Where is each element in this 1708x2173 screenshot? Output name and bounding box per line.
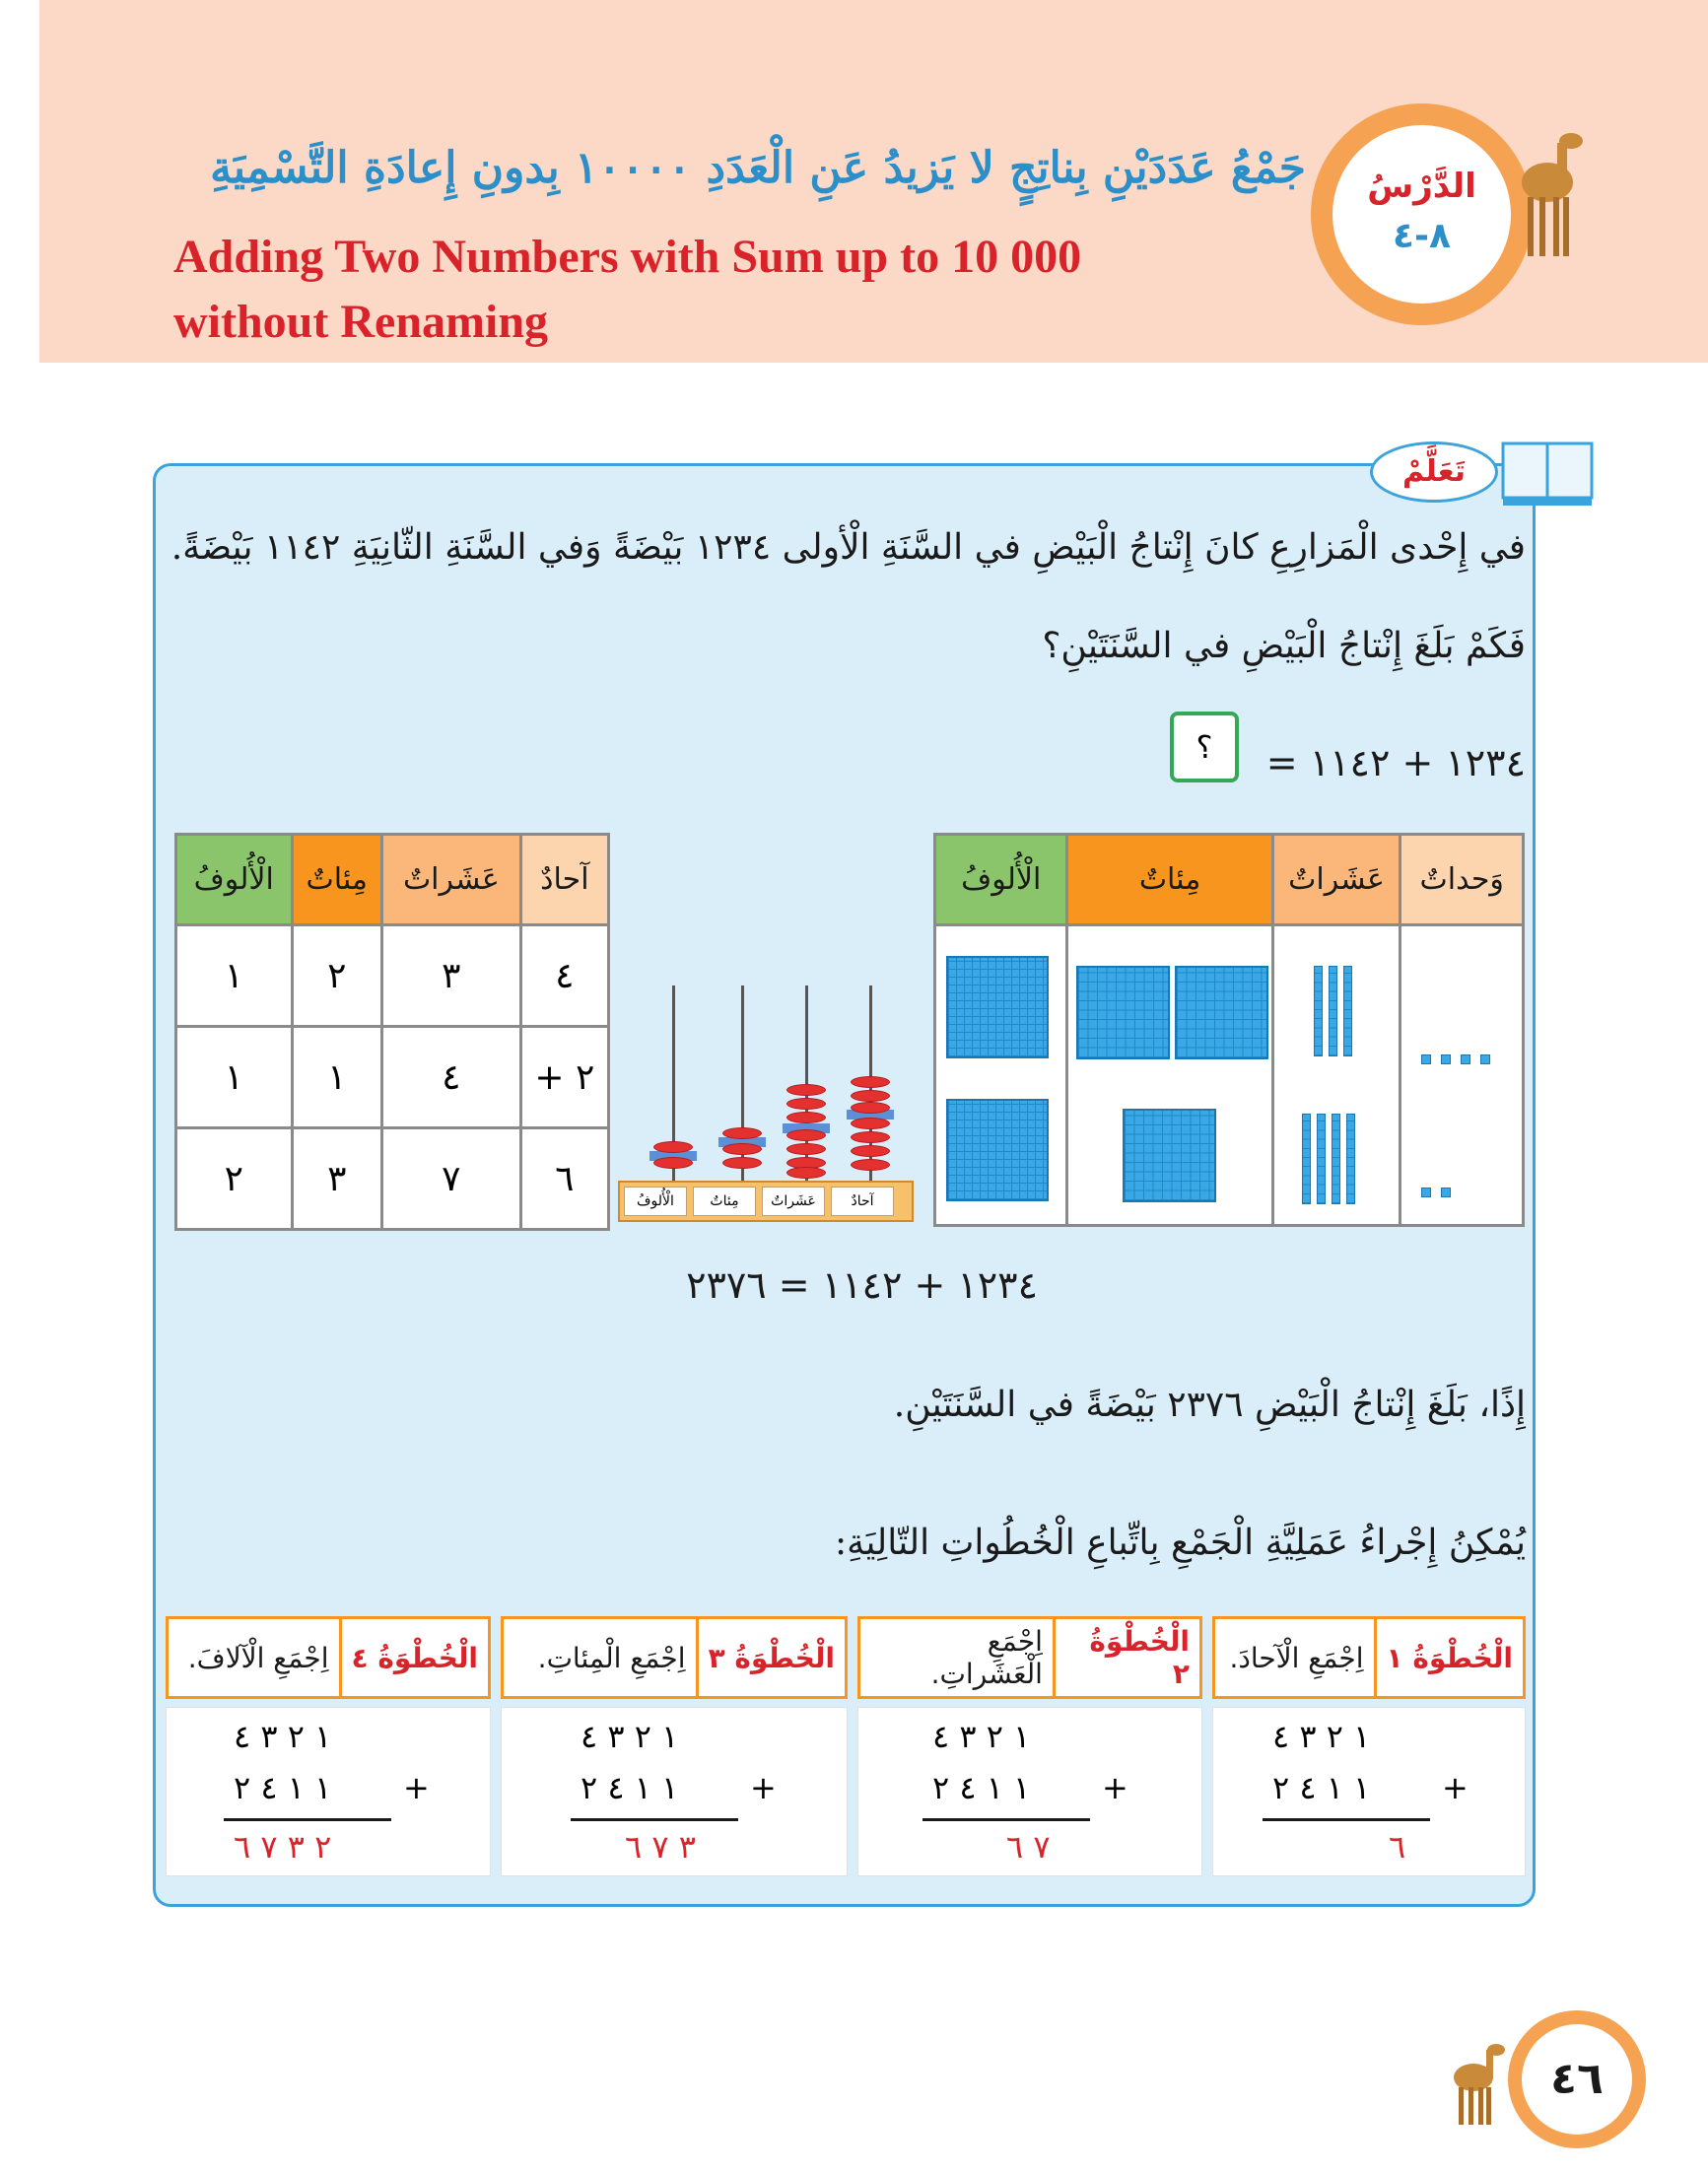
learn-label: تَعَلَّمْ (1370, 441, 1498, 503)
result-equation: ١٢٣٤ + ١١٤٢ = ٢٣٧٦ (686, 1263, 1038, 1307)
problem-line-2: فَكَمْ بَلَغَ إِنْتاجُ الْبَيْضِ في السَّنَتَيْنِ؟ (1042, 626, 1526, 666)
step-1-label: الْخُطْوَةُ ١ (1374, 1619, 1524, 1696)
abacus-label-ones: آحادٌ (831, 1187, 894, 1216)
learn-tag (1370, 434, 1597, 512)
lesson-badge (1311, 103, 1587, 325)
camel-icon (1518, 123, 1587, 271)
pv-header-hundreds: مِئاتٌ (292, 835, 381, 925)
pv-header-thousands: الْأُلوفُ (176, 835, 293, 925)
step-2-header (857, 1616, 1202, 1699)
step-3-label: الْخُطْوَةُ ٣ (696, 1619, 846, 1696)
page-number: ٤٦ (1522, 2024, 1632, 2135)
lesson-number: ٨-٤ (1393, 216, 1451, 256)
step-1-header (1212, 1616, 1526, 1699)
conclusion-text: إِذًا، بَلَغَ إِنْتاجُ الْبَيْضِ ٢٣٧٦ بَيْضَةً في السَّنَتَيْنِ. (893, 1385, 1526, 1425)
table-row: ١ ١ ٤ ٢ + (176, 1027, 609, 1128)
step-2-work: ١ ٢ ٣ ٤ ١ ١ ٤ ٢ + ٧ ٦ (857, 1707, 1202, 1876)
title-en-line1: Adding Two Numbers with Sum up to 10 000 (173, 231, 1082, 283)
step-4-work: ١ ٢ ٣ ٤ ١ ١ ٤ ٢ + ٢ ٣ ٧ ٦ (166, 1707, 491, 1876)
abacus-label-tens: عَشَراتٌ (762, 1187, 825, 1216)
camel-icon (1449, 2040, 1508, 2129)
step-3-text: اِجْمَعِ الْمِئاتِ. (537, 1641, 686, 1674)
table-row: ١ ٢ ٣ ٤ (176, 925, 609, 1027)
pv-header-tens: عَشَراتٌ (381, 835, 520, 925)
ones-blocks (1401, 925, 1524, 1226)
blocks-header-tens: عَشَراتٌ (1272, 835, 1401, 925)
pv-header-ones: آحادٌ (520, 835, 608, 925)
step-3-header (501, 1616, 848, 1699)
steps-intro: يُمْكِنُ إِجْراءُ عَمَلِيَّةِ الْجَمْعِ بِاتِّباعِ الْخُطُواتِ التّالِيَةِ: (835, 1523, 1526, 1563)
step-2-label: الْخُطْوَةُ ٢ (1053, 1619, 1199, 1696)
blocks-header-hundreds: مِئاتٌ (1067, 835, 1272, 925)
step-4-header (166, 1616, 491, 1699)
place-value-table (174, 833, 610, 1231)
step-4-label: الْخُطْوَةُ ٤ (339, 1619, 489, 1696)
lesson-title-arabic: جَمْعُ عَدَدَيْنِ بِناتِجٍ لا يَزيدُ عَنِ الْعَدَدِ ١٠٠٠٠ بِدونِ إِعادَةِ التَّسْمِيَةِ (210, 143, 1306, 193)
page-number-badge (1449, 2010, 1646, 2148)
abacus (618, 1084, 914, 1222)
step-4-text: اِجْمَعِ الْآلافَ. (187, 1641, 329, 1674)
step-2-text: اِجْمَعِ الْعَشَراتِ. (930, 1625, 1043, 1690)
book-icon (1498, 434, 1597, 512)
addition-steps (166, 1616, 1526, 1877)
table-row: ٢ ٣ ٧ ٦ (176, 1128, 609, 1230)
step-1-text: اِجْمَعِ الْآحادَ. (1229, 1641, 1364, 1674)
blocks-header-thousands: الْأُلوفُ (935, 835, 1067, 925)
abacus-label-hundreds: مِئاتٌ (693, 1187, 756, 1216)
title-en-line2: without Renaming (173, 296, 549, 348)
tens-blocks (1272, 925, 1401, 1226)
lesson-title-english (173, 225, 1258, 355)
step-1-work: ١ ٢ ٣ ٤ ١ ١ ٤ ٢ + ٦ (1212, 1707, 1526, 1876)
equation: ١٢٣٤ + ١١٤٢ = (1265, 741, 1526, 784)
thousands-blocks (935, 925, 1067, 1226)
unknown-box: ؟ (1170, 712, 1239, 782)
problem-line-1: في إِحْدى الْمَزارِعِ كانَ إِنْتاجُ الْبَيْضِ في السَّنَةِ الْأولى ١٢٣٤ بَيْضَةً وَفي السَّنَةِ الثّانِيَةِ ١١٤٢ بَيْضَةً. (171, 527, 1526, 568)
hundreds-blocks (1067, 925, 1272, 1226)
abacus-label-thousands: الْأُلوفُ (624, 1187, 687, 1216)
lesson-label: الدَّرْسُ (1367, 167, 1476, 206)
step-3-work: ١ ٢ ٣ ٤ ١ ١ ٤ ٢ + ٣ ٧ ٦ (501, 1707, 848, 1876)
base-ten-blocks-table (933, 833, 1525, 1227)
blocks-header-ones: وَحداتٌ (1401, 835, 1524, 925)
